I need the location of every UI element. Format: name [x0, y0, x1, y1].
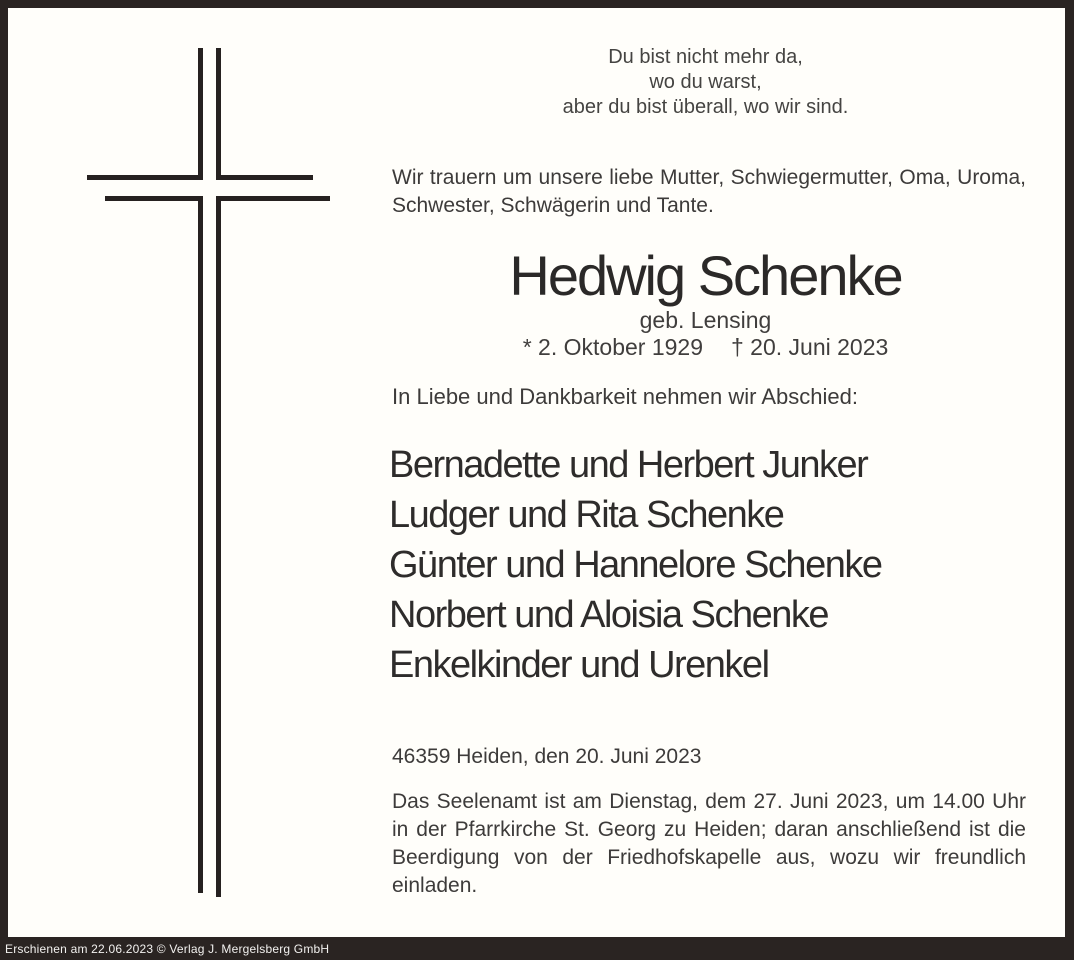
publisher-footer [0, 937, 1074, 960]
cross-bar [216, 48, 221, 180]
place-date-line: 46359 Heiden, den 20. Juni 2023 [392, 745, 702, 768]
death-date: † 20. Juni 2023 [731, 334, 889, 360]
mourner-line: Enkelkinder und Urenkel [389, 644, 769, 686]
epigraph-verse [392, 45, 1019, 120]
deceased-name: Hedwig Schenke [509, 244, 902, 307]
service-info: Das Seelenamt ist am Dienstag, dem 27. Juni 2023, um 14.00 Uhr in der Pfarrkirche St. Georg zu Heiden; daran anschließend ist die Beerdigung von der Friedhofskapelle aus, wozu wir freundlich einladen. [392, 790, 1026, 897]
epigraph-line: Du bist nicht mehr da, [608, 46, 803, 68]
cross-bar [87, 175, 203, 180]
epigraph-line: wo du warst, [649, 71, 762, 93]
mourner-line: Bernadette und Herbert Junker [389, 444, 868, 486]
mourners-list [389, 440, 881, 690]
cross-bar [105, 196, 203, 201]
farewell-line: In Liebe und Dankbarkeit nehmen wir Abschied: [392, 384, 858, 409]
publisher-line: Erschienen am 22.06.2023 © Verlag J. Mergelsberg GmbH [5, 941, 330, 956]
cross-bar [198, 48, 203, 180]
mourner-line: Günter und Hannelore Schenke [389, 544, 882, 586]
mourner-line: Ludger und Rita Schenke [389, 494, 784, 536]
epigraph-line: aber du bist überall, wo wir sind. [562, 96, 849, 118]
life-dates [392, 334, 1019, 361]
mourning-intro: Wir trauern um unsere liebe Mutter, Schwiegermutter, Oma, Uroma, Schwester, Schwägerin und Tante. [392, 166, 1026, 217]
birth-date: * 2. Oktober 1929 [522, 334, 703, 360]
maiden-name: geb. Lensing [639, 307, 772, 333]
cross-bar [216, 196, 221, 897]
cross-bar [198, 196, 203, 893]
cross-bar [221, 196, 330, 201]
cross-bar [221, 175, 313, 180]
mourner-line: Norbert und Aloisia Schenke [389, 594, 829, 636]
